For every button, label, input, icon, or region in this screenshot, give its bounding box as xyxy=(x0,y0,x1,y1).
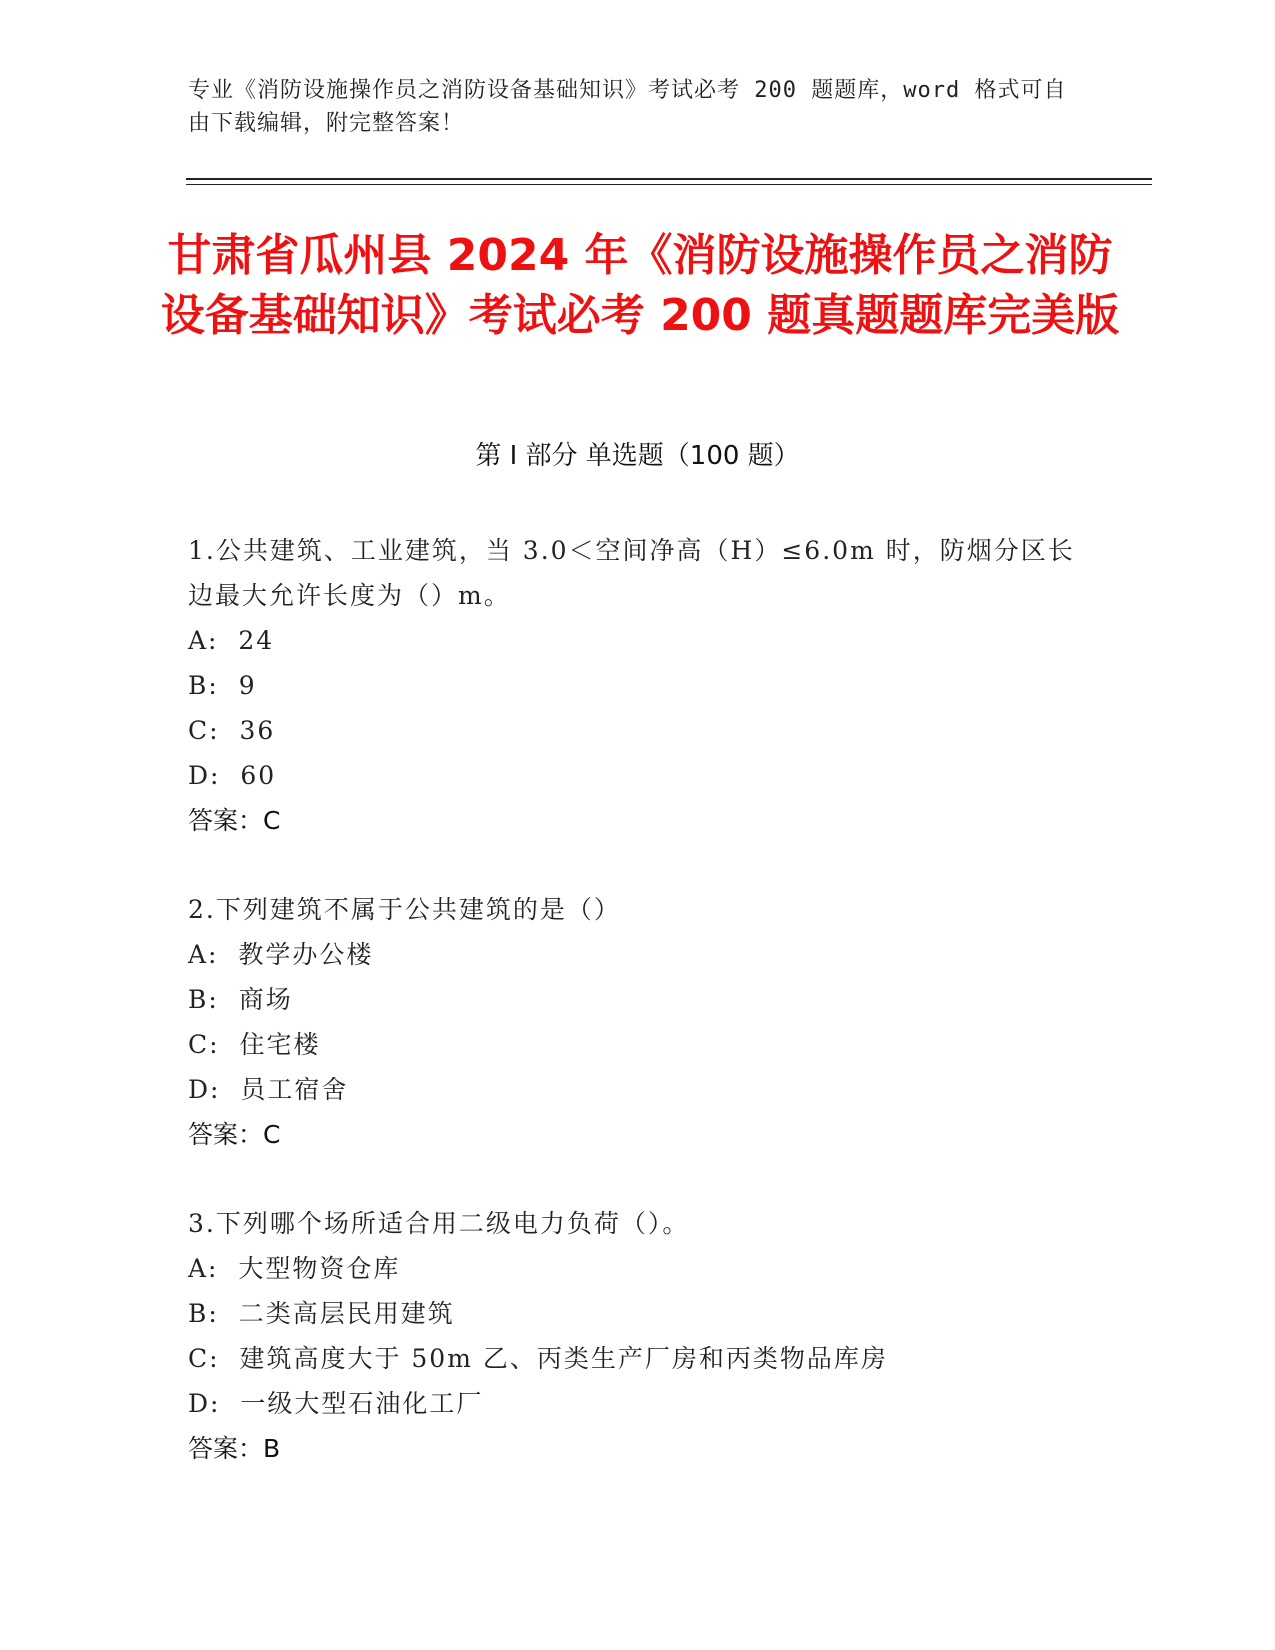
question-2 xyxy=(188,887,1088,1157)
answer-label: 答案：C xyxy=(188,806,281,835)
header-divider-thin xyxy=(186,184,1152,185)
question-3 xyxy=(188,1201,1088,1471)
question-stem: 3.下列哪个场所适合用二级电力负荷（）。 xyxy=(188,1209,690,1238)
option-c: C: 36 xyxy=(188,716,276,745)
option-d: D: 一级大型石油化工厂 xyxy=(188,1389,484,1418)
answer-label: 答案：B xyxy=(188,1434,281,1463)
section-title: 第 I 部分 单选题（100 题） xyxy=(475,441,800,471)
option-c: C: 建筑高度大于 50m 乙、丙类生产厂房和丙类物品库房 xyxy=(188,1344,888,1373)
option-a: A: 大型物资仓库 xyxy=(188,1254,401,1283)
option-d: D: 员工宿舍 xyxy=(188,1075,349,1104)
answer-label: 答案：C xyxy=(188,1120,281,1149)
option-b: B: 商场 xyxy=(188,985,293,1014)
option-b: B: 9 xyxy=(188,671,257,700)
option-a: A: 24 xyxy=(188,626,275,655)
question-stem: 1.公共建筑、工业建筑，当 3.0＜空间净高（H）≤6.0m 时，防烟分区长边最大允许长度为（）m。 xyxy=(188,536,1075,610)
document-title: 甘肃省瓜州县 2024 年《消防设施操作员之消防设备基础知识》考试必考 200 题真题题库完美版 xyxy=(160,230,1120,341)
option-d: D: 60 xyxy=(188,761,277,790)
header-divider-thick xyxy=(186,178,1152,180)
question-list xyxy=(188,528,1088,1515)
header-note: 专业《消防设施操作员之消防设备基础知识》考试必考 200 题题库，word 格式可自由下载编辑，附完整答案！ xyxy=(188,78,1067,136)
option-b: B: 二类高层民用建筑 xyxy=(188,1299,455,1328)
question-1 xyxy=(188,528,1088,843)
option-c: C: 住宅楼 xyxy=(188,1030,321,1059)
option-a: A: 教学办公楼 xyxy=(188,940,374,969)
question-stem: 2.下列建筑不属于公共建筑的是（） xyxy=(188,895,621,924)
